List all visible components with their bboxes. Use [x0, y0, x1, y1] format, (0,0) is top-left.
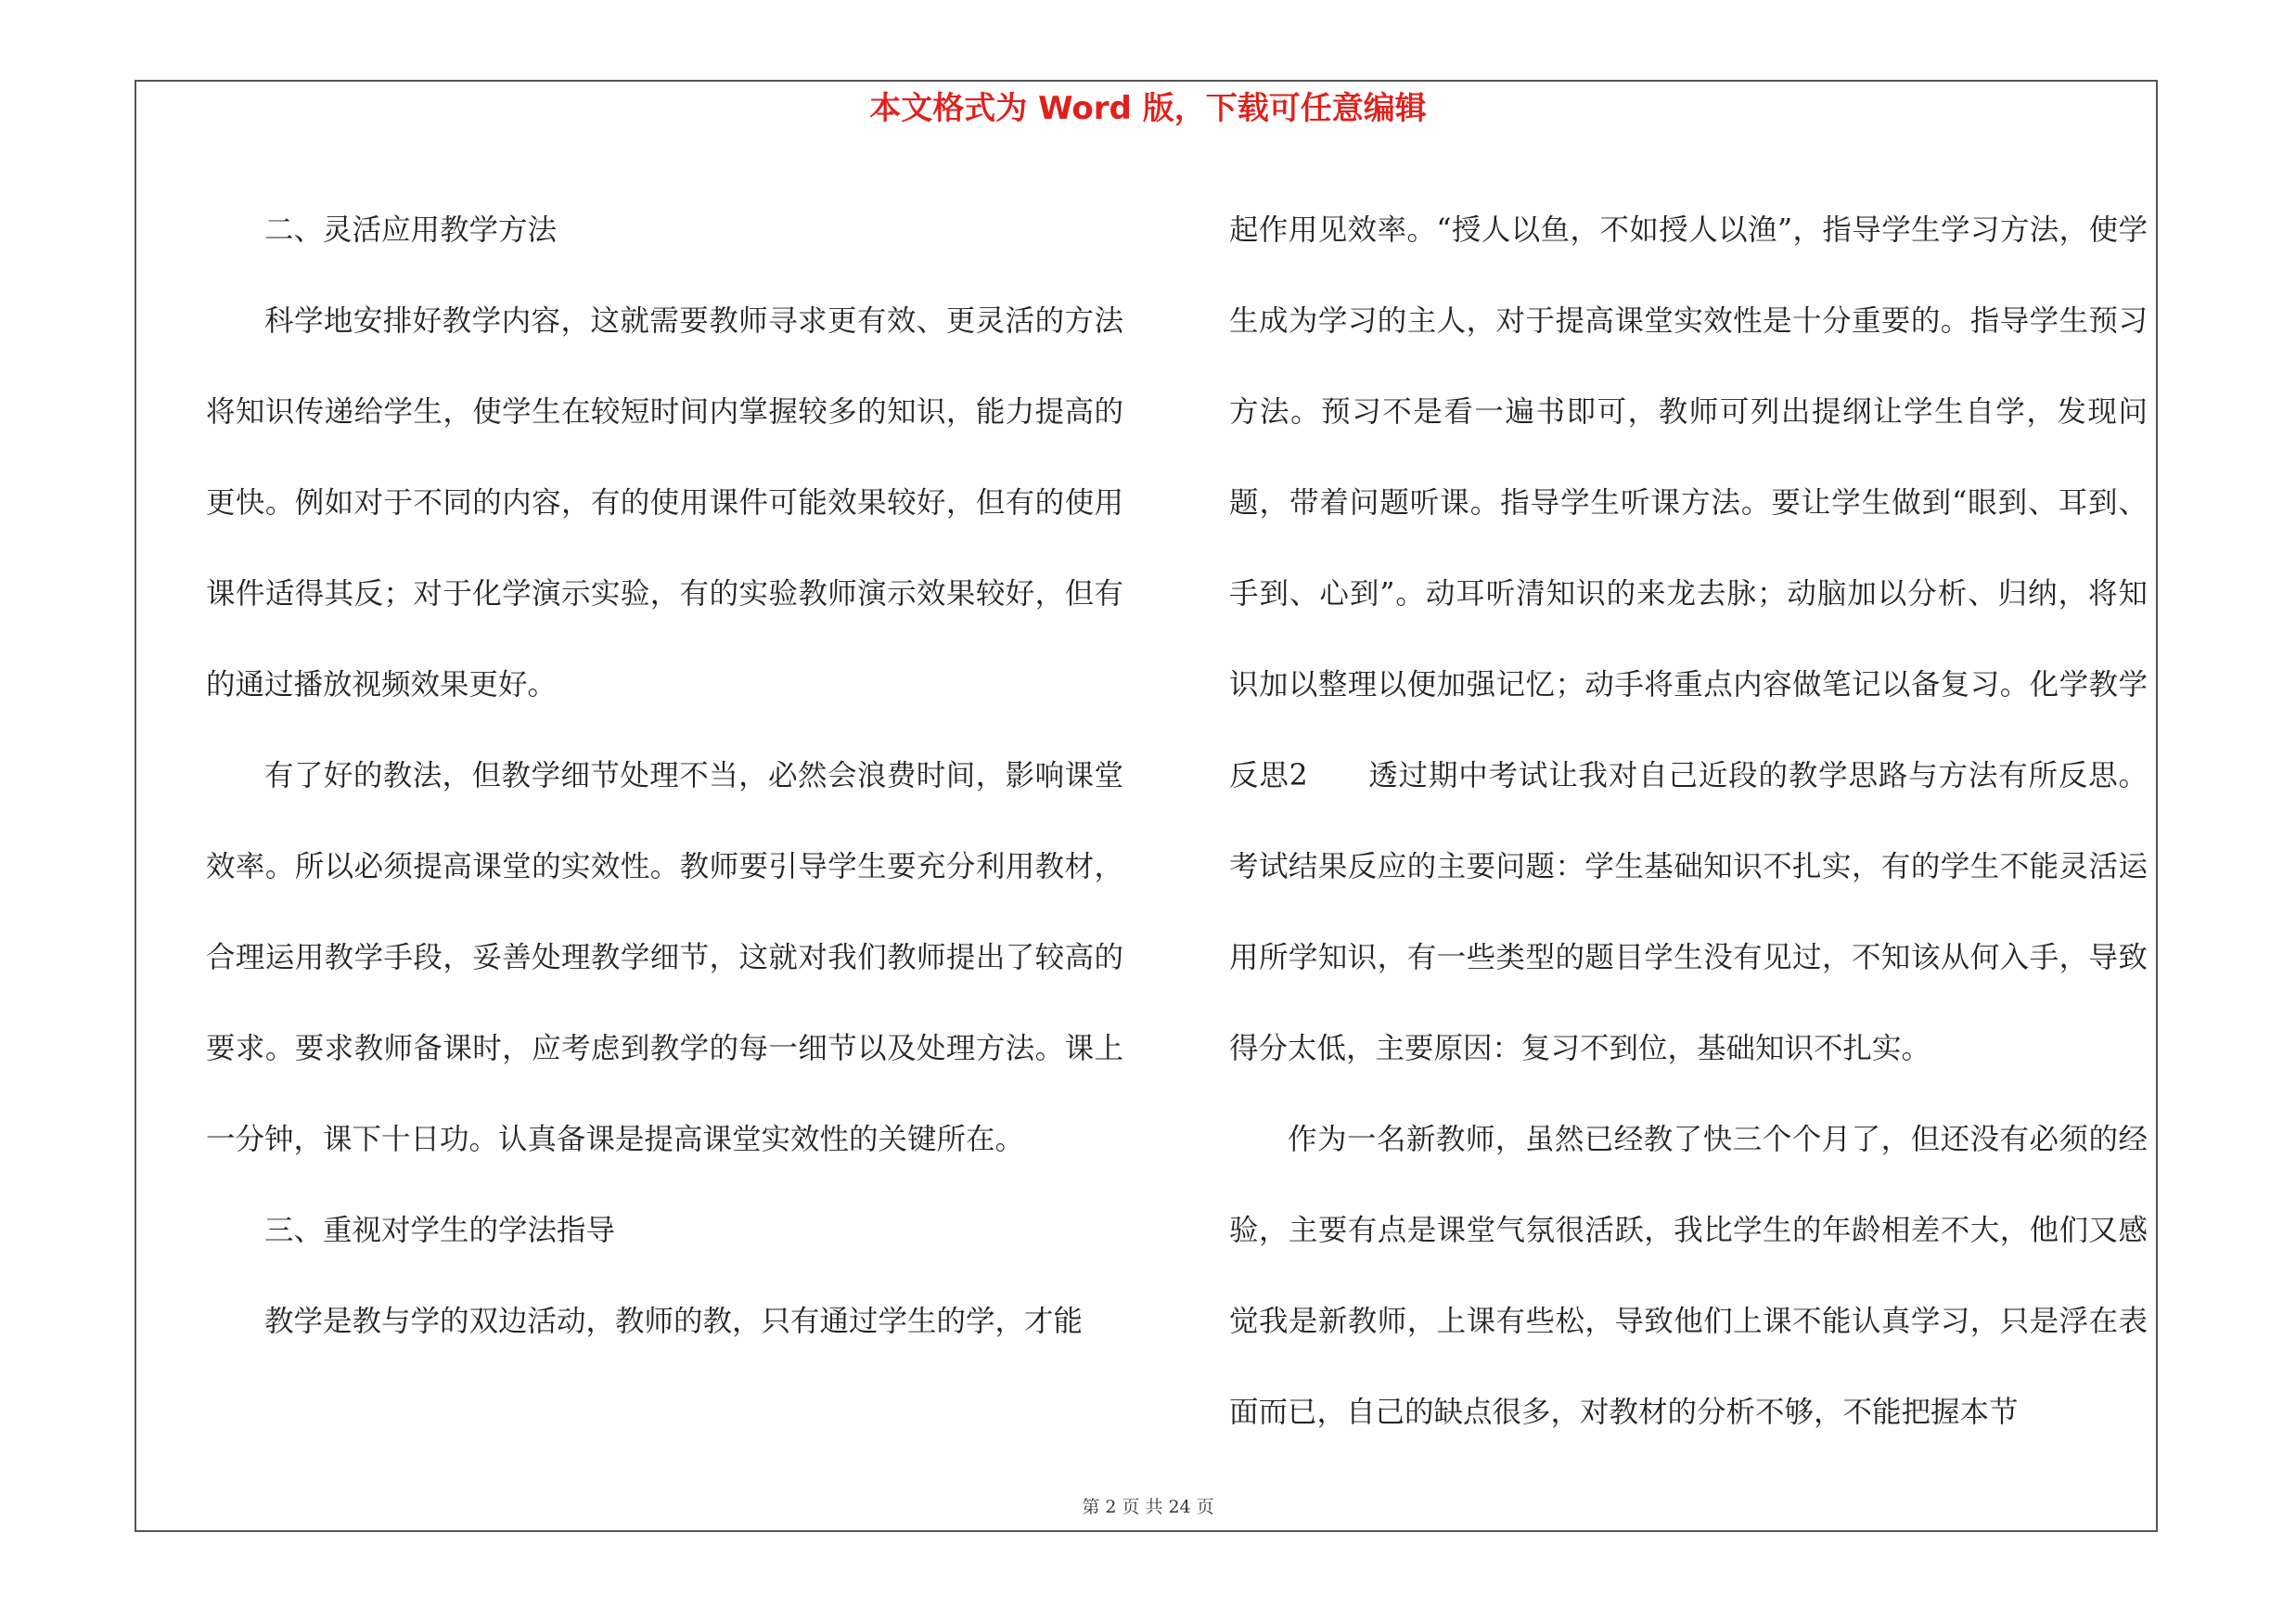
paragraph: 教学是教与学的双边活动，教师的教，只有通过学生的学，才能 [264, 1305, 1084, 1338]
paragraph: 有了好的教法，但教学细节处理不当，必然会浪费时间，影响课堂效率。所以必须提高课堂的实效性。教师要引导学生要充分利用教材，合理运用教学手段，妥善处理教学细节，这就对我们教师提出了较高的要求。要求教师备课时，应考虑到教学的每一细节以及处理方法。课上一分钟，课下十日功。认真备课是提高课堂实效性的关键所在。 [206, 759, 1123, 1156]
left-text-column [206, 185, 1123, 1367]
footer-prefix: 第 [1082, 1497, 1100, 1517]
page-footer [0, 1493, 2296, 1521]
section-heading-2: 二、灵活应用教学方法 [264, 213, 558, 247]
footer-suffix: 页 [1196, 1497, 1214, 1517]
word-format-banner: 本文格式为 Word 版，下载可任意编辑 [869, 90, 1427, 127]
section-heading-3: 三、重视对学生的学法指导 [264, 1214, 616, 1247]
right-text-column [1229, 185, 2148, 1458]
total-pages: 24 [1168, 1497, 1191, 1517]
paragraph: 科学地安排好教学内容，这就需要教师寻求更有效、更灵活的方法将知识传递给学生，使学生在较短时间内掌握较多的知识，能力提高的更快。例如对于不同的内容，有的使用课件可能效果较好，但有的使用课件适得其反；对于化学演示实验，有的实验教师演示效果较好，但有的通过播放视频效果更好。 [206, 304, 1123, 702]
paragraph: 作为一名新教师，虽然已经教了快三个个月了，但还没有必须的经验，主要有点是课堂气氛很活跃，我比学生的年龄相差不大，他们又感觉我是新教师，上课有些松，导致他们上课不能认真学习，只是浮在表面而已，自己的缺点很多，对教材的分析不够，不能把握本节 [1229, 1123, 2148, 1429]
footer-mid: 页 共 [1122, 1497, 1163, 1517]
paragraph-continued: 起作用见效率。“授人以鱼，不如授人以渔”，指导学生学习方法，使学生成为学习的主人，对于提高课堂实效性是十分重要的。指导学生预习方法。预习不是看一遍书即可，教师可列出提纲让学生自学，发现问题，带着问题听课。指导学生听课方法。要让学生做到“眼到、耳到、手到、心到”。动耳听清知识的来龙去脉；动脑加以分析、归纳，将知识加以整理以便加强记忆；动手将重点内容做笔记以备复习。化学教学反思2 透过期中考试让我对自己近段的教学思路与方法有所反思。考试结果反应的主要问题：学生基础知识不扎实，有的学生不能灵活运用所学知识，有一些类型的题目学生没有见过，不知该从何入手，导致得分太低，主要原因：复习不到位，基础知识不扎实。 [1229, 213, 2148, 1065]
page-number: 2 [1105, 1497, 1117, 1517]
